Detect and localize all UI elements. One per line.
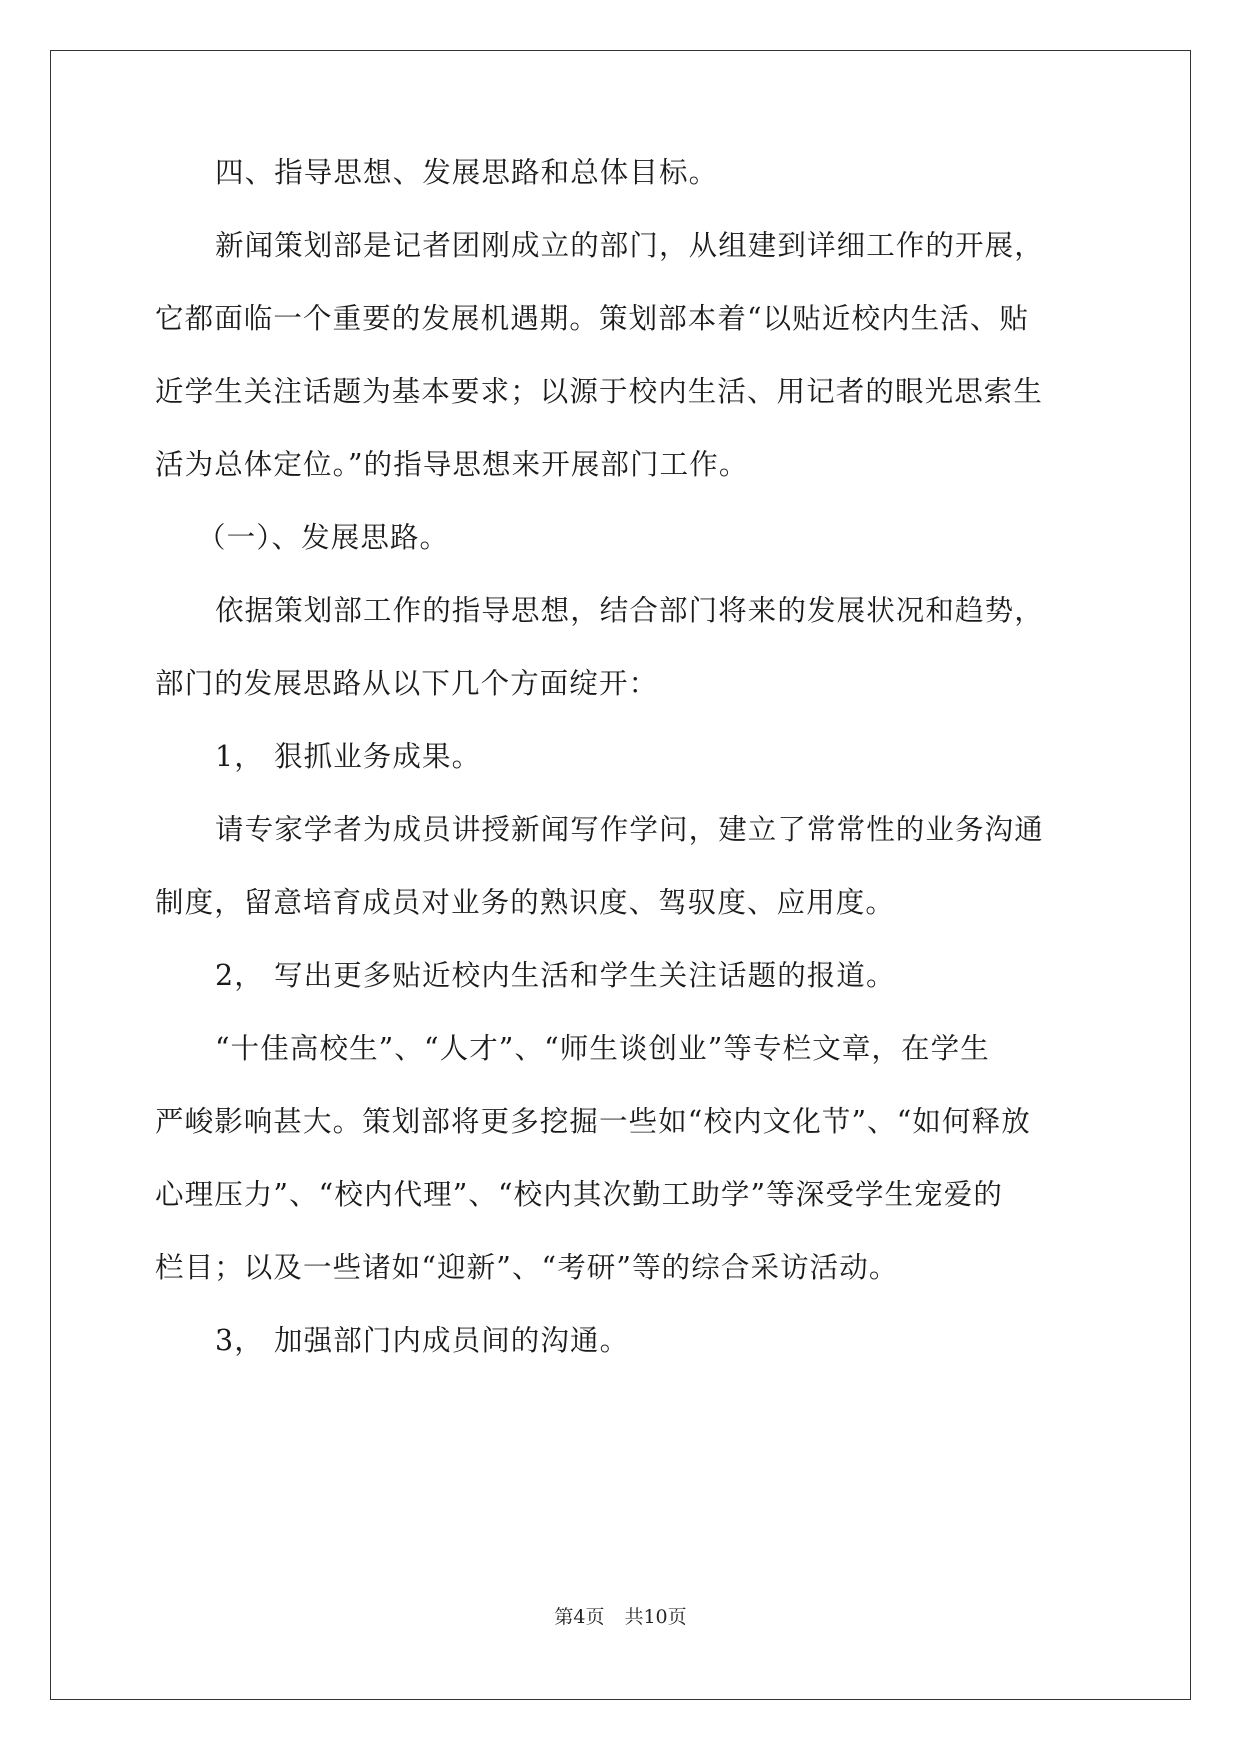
list-item-heading: 2， 写出更多贴近校内生活和学生关注话题的报道。 <box>215 959 896 992</box>
paragraph-line: 活为总体定位。”的指导思想来开展部门工作。 <box>155 448 749 481</box>
subsection-heading: （一）、发展思路。 <box>197 521 450 554</box>
page-number: 第4页 <box>554 1606 605 1628</box>
paragraph-line: 它都面临一个重要的发展机遇期。策划部本着“以贴近校内生活、贴 <box>155 302 1030 335</box>
paragraph-line: 心理压力”、“校内代理”、“校内其次勤工助学”等深受学生宠爱的 <box>155 1178 1003 1211</box>
section-heading: 四、指导思想、发展思路和总体目标。 <box>215 156 719 189</box>
paragraph-line: 新闻策划部是记者团刚成立的部门，从组建到详细工作的开展， <box>215 229 1044 262</box>
page-footer <box>0 1605 1241 1629</box>
paragraph-line: 请专家学者为成员讲授新闻写作学问，建立了常常性的业务沟通 <box>215 813 1044 846</box>
page-border <box>50 50 1191 1700</box>
paragraph-line: 严峻影响甚大。策划部将更多挖掘一些如“校内文化节”、“如何释放 <box>155 1105 1031 1138</box>
list-item-heading: 1， 狠抓业务成果。 <box>215 740 482 773</box>
paragraph-line: 近学生关注话题为基本要求；以源于校内生活、用记者的眼光思索生 <box>155 375 1044 408</box>
paragraph-line: “十佳高校生”、“人才”、“师生谈创业”等专栏文章，在学生 <box>215 1032 990 1065</box>
paragraph-line: 依据策划部工作的指导思想，结合部门将来的发展状况和趋势， <box>215 594 1044 627</box>
list-item-heading: 3， 加强部门内成员间的沟通。 <box>215 1324 630 1357</box>
paragraph-line: 部门的发展思路从以下几个方面绽开： <box>155 667 659 700</box>
paragraph-line: 栏目；以及一些诸如“迎新”、“考研”等的综合采访活动。 <box>155 1251 899 1284</box>
page-total: 共10页 <box>624 1606 687 1628</box>
paragraph-line: 制度，留意培育成员对业务的熟识度、驾驭度、应用度。 <box>155 886 896 919</box>
